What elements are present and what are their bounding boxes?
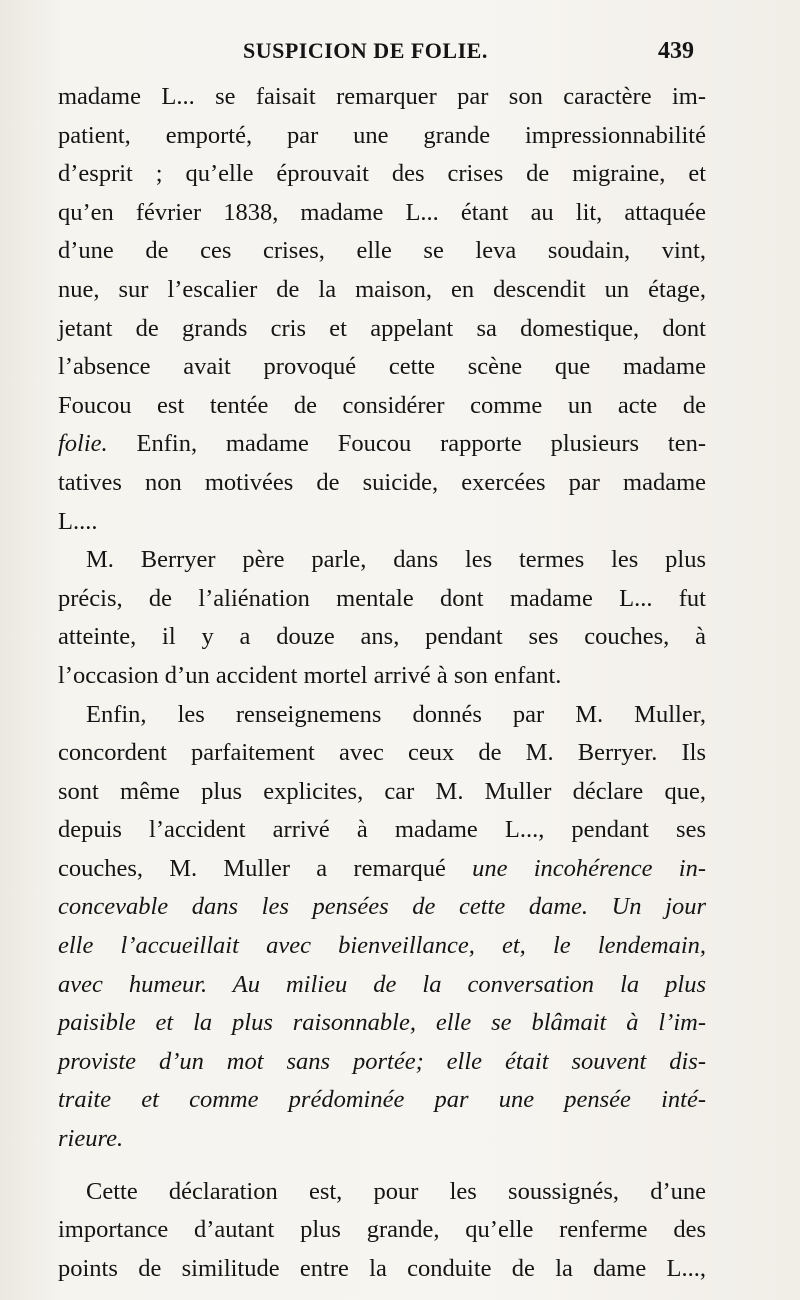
text-segment: patient, emporté, par une grande impressionnabilité (58, 121, 706, 149)
text-line (58, 503, 706, 542)
italic-segment: paisible et la plus raisonnable, elle se blâmait à l’im- (58, 1009, 706, 1037)
italic-segment: folie. (58, 430, 108, 458)
page-number: 439 (658, 38, 694, 64)
text-segment: l’occasion d’un accident mortel arrivé à son enfant. (58, 661, 562, 689)
text-segment: Foucou est tentée de considérer comme un acte de (58, 391, 706, 419)
text-line (58, 464, 706, 503)
text-line (58, 271, 706, 310)
text-line (58, 1081, 706, 1120)
text-segment: jetant de grands cris et appelant sa domestique, dont (58, 314, 706, 342)
text-line (58, 850, 706, 889)
text-line (58, 310, 706, 349)
text-segment: précis, de l’aliénation mentale dont madame L... fut (58, 584, 706, 612)
text-segment: d’une de ces crises, elle se leva soudain, vint, (58, 237, 706, 265)
text-line (58, 811, 706, 850)
text-line (58, 773, 706, 812)
text-line (58, 155, 706, 194)
italic-segment: elle l’accueillait avec bienveillance, et, le lendemain, (58, 932, 706, 960)
text-segment: Enfin, madame Foucou rapporte plusieurs ten- (107, 430, 706, 458)
text-line (58, 1211, 706, 1250)
text-line (58, 888, 706, 927)
text-segment: nue, sur l’escalier de la maison, en descendit un étage, (58, 275, 706, 303)
italic-segment: traite et comme prédominée par une pensée inté- (58, 1086, 706, 1114)
text-segment: Cette déclaration est, pour les soussignés, d’une (86, 1177, 706, 1205)
text-line (58, 1120, 706, 1159)
text-segment: madame L... se faisait remarquer par son caractère im- (58, 83, 706, 110)
text-line (58, 1043, 706, 1082)
text-segment: points de similitude entre la conduite de la dame L..., (58, 1254, 706, 1282)
text-line (58, 1004, 706, 1043)
text-line (58, 117, 706, 156)
text-line (58, 696, 706, 735)
italic-segment: une incohérence in- (472, 854, 706, 882)
italic-segment: rieure. (58, 1125, 124, 1153)
text-line (58, 734, 706, 773)
text-line (58, 966, 706, 1005)
text-line (58, 927, 706, 966)
text-line (58, 1173, 706, 1212)
text-segment: tatives non motivées de suicide, exercées par madame (58, 468, 706, 496)
text-line (58, 194, 706, 233)
text-segment: couches, M. Muller a remarqué (58, 854, 473, 882)
body-text (58, 78, 706, 1288)
text-segment: d’esprit ; qu’elle éprouvait des crises de migraine, et (58, 160, 706, 188)
text-segment: sont même plus explicites, car M. Muller déclare que, (58, 777, 706, 805)
text-segment: importance d’autant plus grande, qu’elle renferme des (58, 1216, 706, 1244)
text-line (58, 580, 706, 619)
text-line (58, 541, 706, 580)
text-segment: L.... (58, 507, 98, 535)
text-segment: M. Berryer père parle, dans les termes les plus (86, 546, 706, 574)
text-line (58, 348, 706, 387)
text-segment: atteinte, il y a douze ans, pendant ses couches, à (58, 623, 706, 651)
text-line (58, 78, 706, 117)
running-title: SUSPICION DE FOLIE. (243, 38, 488, 63)
text-line (58, 425, 706, 464)
italic-segment: avec humeur. Au milieu de la conversation la plus (58, 970, 706, 998)
text-segment: l’absence avait provoqué cette scène que madame (58, 353, 706, 381)
text-segment: concordent parfaitement avec ceux de M. Berryer. Ils (58, 739, 706, 767)
text-line (58, 1250, 706, 1289)
text-segment: qu’en février 1838, madame L... étant au lit, attaquée (58, 198, 706, 226)
text-line (58, 657, 706, 696)
text-segment: depuis l’accident arrivé à madame L..., pendant ses (58, 816, 706, 844)
text-segment: Enfin, les renseignemens donnés par M. Muller, (86, 700, 706, 728)
page-header (58, 32, 698, 72)
italic-segment: concevable dans les pensées de cette dame. Un jour (58, 893, 706, 921)
italic-segment: proviste d’un mot sans portée; elle était souvent dis- (58, 1047, 706, 1075)
text-line (58, 618, 706, 657)
paragraph-gap (58, 1159, 706, 1173)
text-line (58, 387, 706, 426)
text-line (58, 232, 706, 271)
